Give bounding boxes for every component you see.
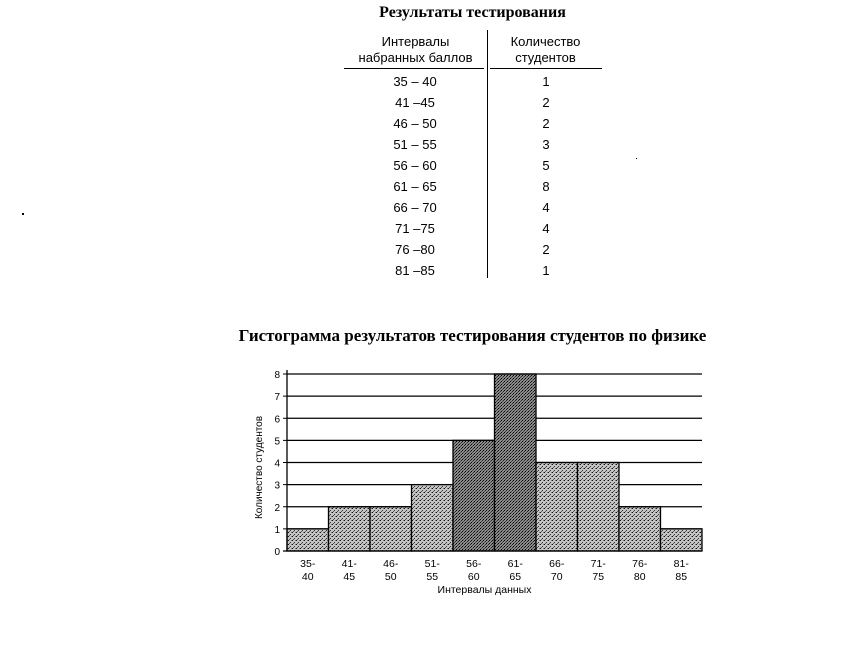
x-tick-label: 50 [384,571,397,583]
y-tick-label: 4 [274,458,280,470]
count-cell: 2 [542,242,550,257]
x-tick-label: 46- [383,558,399,570]
count-cell: 3 [542,137,550,152]
y-tick-label: 1 [274,524,280,536]
histogram-bar [619,507,661,551]
count-cell: 5 [542,158,550,173]
x-tick-label: 81- [673,558,689,570]
count-cell: 2 [542,116,550,131]
x-tick-label: 66- [549,558,565,570]
chart-title: Гистограмма результатов тестирования студентов по физике [238,326,707,345]
header-count-line-1: Количество [510,34,581,49]
interval-cell: 35 – 40 [393,74,437,89]
interval-cell: 51 – 55 [393,137,437,152]
histogram-bar [536,463,578,552]
histogram-bar [495,374,537,551]
x-tick-label: 76- [632,558,648,570]
interval-cell: 71 –75 [395,221,435,236]
interval-cell: 61 – 65 [393,179,437,194]
x-tick-label: 45 [343,571,356,583]
count-cell: 4 [542,221,550,236]
histogram-bar [661,529,703,551]
header-count-line-2: студентов [515,50,576,65]
histogram-bar [370,507,412,551]
y-tick-label: 2 [274,502,280,514]
x-tick-label: 85 [675,571,688,583]
x-tick-label: 35- [300,558,316,570]
histogram-bar [578,463,620,552]
x-axis-title: Интервалы данных [437,584,532,596]
x-tick-label: 56- [466,558,482,570]
y-tick-label: 5 [274,436,280,448]
count-cell: 1 [542,263,550,278]
interval-cell: 56 – 60 [393,158,437,173]
x-tick-label: 65 [509,571,522,583]
x-tick-label: 60 [467,571,480,583]
histogram-bar [287,529,329,551]
x-tick-label: 61- [507,558,523,570]
header-intervals-line-1: Интервалы [381,34,450,49]
x-tick-label: 40 [301,571,314,583]
y-tick-label: 3 [274,480,280,492]
x-tick-label: 51- [424,558,440,570]
x-tick-label: 55 [426,571,439,583]
x-tick-label: 41- [341,558,357,570]
interval-cell: 81 –85 [395,263,435,278]
interval-cell: 41 –45 [395,95,435,110]
count-cell: 8 [542,179,550,194]
y-tick-label: 6 [274,414,280,426]
x-tick-label: 80 [633,571,646,583]
count-cell: 4 [542,200,550,215]
histogram-bar [453,440,495,551]
y-tick-label: 8 [274,370,280,381]
x-tick-label: 71- [590,558,606,570]
y-axis-title: Количество студентов [254,415,265,520]
histogram-bar [329,507,371,551]
y-tick-label: 0 [274,547,280,558]
x-tick-label: 75 [592,571,605,583]
table-title: Результаты тестирования [379,4,566,21]
histogram-bar [412,485,454,551]
interval-cell: 46 – 50 [393,116,437,131]
x-tick-label: 70 [550,571,563,583]
count-cell: 2 [542,95,550,110]
interval-cell: 76 –80 [395,242,435,257]
header-intervals-line-2: набранных баллов [358,50,473,65]
y-tick-label: 7 [274,392,280,404]
count-cell: 1 [542,74,550,89]
interval-cell: 66 – 70 [393,200,437,215]
